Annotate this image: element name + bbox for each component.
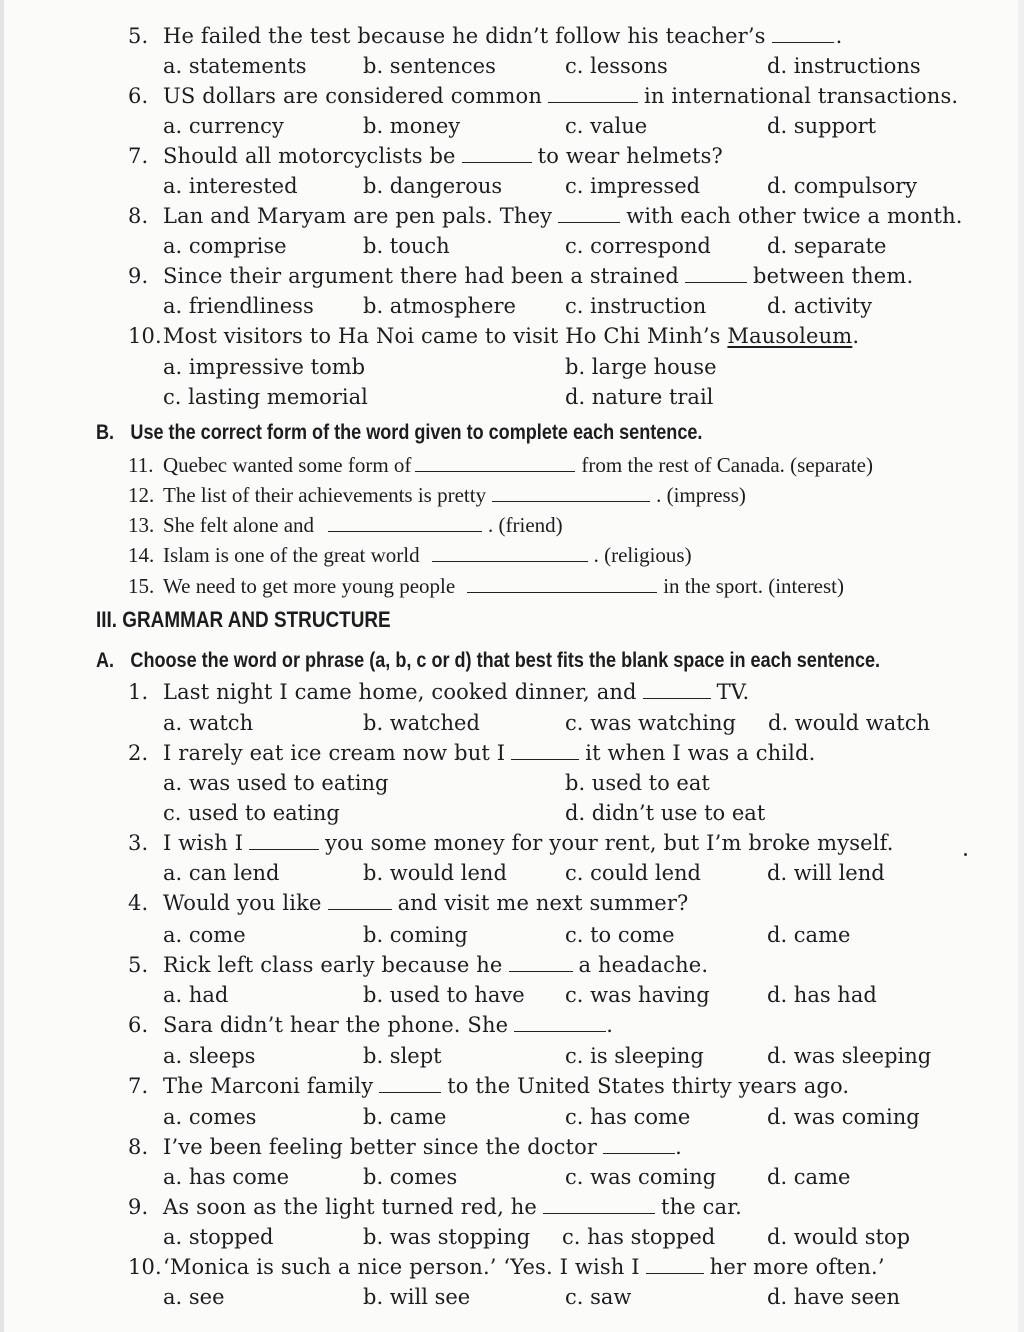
question-text: Rick left class early because he <box>163 953 503 977</box>
option-d[interactable]: d. didn’t use to eat <box>565 801 766 825</box>
options-grammar-4 <box>163 922 983 948</box>
question-vocab-5 <box>128 23 842 49</box>
question-text: I rarely eat ice cream now but I <box>163 741 506 765</box>
option-a[interactable]: a. friendliness <box>163 294 314 318</box>
question-text-end: to wear helmets? <box>537 144 723 168</box>
option-c[interactable]: c. to come <box>565 923 675 947</box>
answer-blank[interactable] <box>548 86 638 103</box>
answer-blank[interactable] <box>558 206 620 223</box>
option-b[interactable]: b. coming <box>363 923 468 947</box>
option-c[interactable]: c. was having <box>565 983 710 1007</box>
question-number: 15. <box>128 574 155 598</box>
section-label: A. <box>96 649 115 672</box>
question-text-end: and visit me next summer? <box>397 891 689 915</box>
option-d[interactable]: d. support <box>767 114 877 138</box>
option-d[interactable]: d. would stop <box>767 1225 911 1249</box>
question-text-end: with each other twice a month. <box>626 204 963 228</box>
options-vocab-8 <box>163 233 983 259</box>
options-vocab-9 <box>163 293 983 319</box>
option-b[interactable]: b. used to have <box>363 983 525 1007</box>
option-d[interactable]: d. separate <box>767 234 887 258</box>
option-c[interactable]: c. was coming <box>565 1165 717 1189</box>
answer-blank[interactable] <box>509 955 573 972</box>
question-text: Lan and Maryam are pen pals. They <box>163 204 553 228</box>
option-a[interactable]: a. statements <box>163 54 307 78</box>
question-number: 6. <box>128 1013 149 1037</box>
question-text-end: . <box>852 324 860 348</box>
option-b[interactable]: b. was stopping <box>363 1225 531 1249</box>
option-b[interactable]: b. used to eat <box>565 771 710 795</box>
question-grammar-2 <box>128 740 815 766</box>
question-vocab-10 <box>128 323 859 349</box>
underlined-word: Mausoleum <box>727 324 853 348</box>
option-b[interactable]: b. dangerous <box>363 174 503 198</box>
word-form-15 <box>128 573 844 599</box>
question-grammar-8 <box>128 1134 682 1160</box>
question-grammar-4 <box>128 890 688 916</box>
option-a[interactable]: a. come <box>163 923 246 947</box>
option-b[interactable]: b. came <box>363 1105 447 1129</box>
option-c[interactable]: c. lessons <box>565 54 668 78</box>
option-a[interactable]: a. currency <box>163 114 284 138</box>
question-text: The list of their achievements is pretty <box>163 483 487 507</box>
options-vocab-5 <box>163 53 983 79</box>
option-c[interactable]: c. saw <box>565 1285 632 1309</box>
word-form-13 <box>128 512 563 538</box>
option-b[interactable]: b. watched <box>363 711 480 735</box>
option-b[interactable]: b. slept <box>363 1044 442 1068</box>
section-title: Choose the word or phrase (a, b, c or d) that best fits the blank space in each sentence. <box>130 649 881 672</box>
answer-blank[interactable] <box>603 1137 675 1154</box>
option-c[interactable]: c. value <box>565 114 648 138</box>
options-grammar-8 <box>163 1164 983 1190</box>
question-text: The Marconi family <box>163 1074 374 1098</box>
option-c[interactable]: c. was watching <box>565 711 736 735</box>
word-form-12 <box>128 482 746 508</box>
section-label: B. <box>96 421 115 444</box>
question-text-end: to the United States thirty years ago. <box>447 1074 850 1098</box>
option-b[interactable]: b. will see <box>363 1285 471 1309</box>
option-b[interactable]: b. comes <box>363 1165 458 1189</box>
answer-blank[interactable] <box>492 485 650 502</box>
question-text-end: . <box>606 1013 614 1037</box>
question-number: 1. <box>128 680 149 704</box>
options-grammar-2-row1 <box>163 770 983 796</box>
question-text: He failed the test because he didn’t follow his teacher’s <box>163 24 766 48</box>
question-text-end: . (impress) <box>656 483 746 507</box>
question-text-end: TV. <box>716 680 750 704</box>
option-b[interactable]: b. money <box>363 114 461 138</box>
question-text-end: her more often.’ <box>709 1255 885 1279</box>
question-text-end: it when I was a child. <box>585 741 816 765</box>
question-text: As soon as the light turned red, he <box>163 1195 537 1219</box>
option-d[interactable]: d. activity <box>767 294 873 318</box>
question-text-end: . <box>675 1135 682 1159</box>
question-text-end: between them. <box>753 264 914 288</box>
option-b[interactable]: b. would lend <box>363 861 507 885</box>
question-number: 5. <box>128 953 149 977</box>
option-d[interactable]: d. came <box>767 1165 851 1189</box>
option-c[interactable]: c. could lend <box>565 861 701 885</box>
question-text: Would you like <box>163 891 322 915</box>
options-grammar-7 <box>163 1104 983 1130</box>
option-a[interactable]: a. can lend <box>163 861 280 885</box>
option-b[interactable]: b. sentences <box>363 54 496 78</box>
answer-blank[interactable] <box>249 833 319 850</box>
option-d[interactable]: d. would watch <box>768 711 930 735</box>
question-number: 12. <box>128 483 155 507</box>
question-grammar-9 <box>128 1194 742 1220</box>
option-c[interactable]: c. used to eating <box>163 801 340 825</box>
option-d[interactable]: d. was sleeping <box>767 1044 932 1068</box>
page-edge-left <box>0 0 4 1332</box>
question-number: 9. <box>128 264 149 288</box>
question-number: 11. <box>128 453 154 477</box>
options-grammar-5 <box>163 982 983 1008</box>
question-text: Since their argument there had been a strained <box>163 264 679 288</box>
option-d[interactable]: d. nature trail <box>565 385 714 409</box>
answer-blank[interactable] <box>772 26 834 43</box>
option-c[interactable]: c. has come <box>565 1105 691 1129</box>
question-text-end: . (religious) <box>593 543 692 567</box>
question-number: 7. <box>128 1074 149 1098</box>
option-a[interactable]: a. impressive tomb <box>163 355 366 379</box>
question-text: ‘Monica is such a nice person.’ ‘Yes. I wish I <box>163 1255 640 1279</box>
page-edge-right <box>1018 0 1024 1332</box>
answer-blank[interactable] <box>379 1076 441 1093</box>
option-d[interactable]: d. have seen <box>767 1285 900 1309</box>
option-a[interactable]: a. watch <box>163 711 254 735</box>
option-a[interactable]: a. comprise <box>163 234 287 258</box>
question-text: Sara didn’t hear the phone. She <box>163 1013 509 1037</box>
option-d[interactable]: d. was coming <box>767 1105 920 1129</box>
question-number: 7. <box>128 144 149 168</box>
options-vocab-10-row2 <box>163 384 983 410</box>
options-grammar-9 <box>163 1224 983 1250</box>
option-a[interactable]: a. comes <box>163 1105 257 1129</box>
option-b[interactable]: b. touch <box>363 234 450 258</box>
question-grammar-3 <box>128 830 894 856</box>
options-grammar-6 <box>163 1043 983 1069</box>
question-text-end: you some money for your rent, but I’m broke myself. <box>325 831 894 855</box>
answer-blank[interactable] <box>328 515 482 532</box>
question-vocab-8 <box>128 203 963 229</box>
answer-blank[interactable] <box>685 266 747 283</box>
question-vocab-6 <box>128 83 958 109</box>
question-grammar-7 <box>128 1073 849 1099</box>
options-grammar-10 <box>163 1284 983 1310</box>
question-number: 10. <box>128 324 162 348</box>
question-text-end: . <box>835 24 843 48</box>
option-a[interactable]: a. see <box>163 1285 225 1309</box>
options-vocab-10-row1 <box>163 354 983 380</box>
question-number: 8. <box>128 1135 149 1159</box>
option-c[interactable]: c. is sleeping <box>565 1044 704 1068</box>
question-number: 10. <box>128 1255 162 1279</box>
option-a[interactable]: a. sleeps <box>163 1044 256 1068</box>
question-number: 8. <box>128 204 149 228</box>
question-text: Islam is one of the great world <box>163 543 420 567</box>
word-form-11 <box>128 452 873 478</box>
question-text: US dollars are considered common <box>163 84 543 108</box>
options-grammar-3 <box>163 860 983 886</box>
answer-blank[interactable] <box>415 455 575 472</box>
section-title: Use the correct form of the word given to complete each sentence. <box>130 421 703 444</box>
option-c[interactable]: c. lasting memorial <box>163 385 368 409</box>
option-d[interactable]: d. has had <box>767 983 877 1007</box>
answer-blank[interactable] <box>643 682 711 699</box>
answer-blank[interactable] <box>646 1257 704 1274</box>
answer-blank[interactable] <box>514 1015 606 1032</box>
options-grammar-2-row2 <box>163 800 983 826</box>
question-text: I wish I <box>163 831 244 855</box>
options-grammar-1 <box>163 710 983 736</box>
answer-blank[interactable] <box>462 146 532 163</box>
option-c[interactable]: c. has stopped <box>562 1225 716 1249</box>
question-number: 13. <box>128 513 155 537</box>
question-text-end: a headache. <box>578 953 709 977</box>
question-number: 6. <box>128 84 149 108</box>
section-a-heading <box>96 648 880 674</box>
section-iii-heading: III. GRAMMAR AND STRUCTURE <box>96 607 391 632</box>
question-number: 9. <box>128 1195 149 1219</box>
option-c[interactable]: c. impressed <box>565 174 701 198</box>
question-text-end: the car. <box>660 1195 742 1219</box>
question-number: 4. <box>128 891 149 915</box>
question-text-end: from the rest of Canada. (separate) <box>581 453 873 477</box>
option-d[interactable]: d. will lend <box>767 861 885 885</box>
question-vocab-9 <box>128 263 913 289</box>
question-grammar-5 <box>128 952 708 978</box>
question-grammar-10 <box>128 1254 885 1280</box>
option-d[interactable]: d. came <box>767 923 851 947</box>
question-vocab-7 <box>128 143 723 169</box>
answer-blank[interactable] <box>511 743 579 760</box>
option-b[interactable]: b. large house <box>565 355 717 379</box>
option-c[interactable]: c. correspond <box>565 234 711 258</box>
section-b-heading <box>96 420 702 446</box>
options-vocab-7 <box>163 173 983 199</box>
answer-blank[interactable] <box>467 576 657 593</box>
option-a[interactable]: a. stopped <box>163 1225 274 1249</box>
question-text-end: in international transactions. <box>644 84 959 108</box>
option-a[interactable]: a. was used to eating <box>163 771 389 795</box>
question-text: She felt alone and <box>163 513 315 537</box>
option-d[interactable]: d. compulsory <box>767 174 918 198</box>
question-text: We need to get more young people <box>163 574 456 598</box>
question-text: Quebec wanted some form of <box>163 453 412 477</box>
question-text: Should all motorcyclists be <box>163 144 456 168</box>
answer-blank[interactable] <box>432 545 588 562</box>
stray-mark <box>964 853 967 856</box>
option-d[interactable]: d. instructions <box>767 54 921 78</box>
question-number: 14. <box>128 543 155 567</box>
question-number: 5. <box>128 24 149 48</box>
question-text: I’ve been feeling better since the doctor <box>163 1135 598 1159</box>
option-a[interactable]: a. had <box>163 983 229 1007</box>
question-text-end: . (friend) <box>488 513 563 537</box>
options-vocab-6 <box>163 113 983 139</box>
answer-blank[interactable] <box>328 893 392 910</box>
question-grammar-6 <box>128 1012 613 1038</box>
question-grammar-1 <box>128 679 749 705</box>
question-text-end: in the sport. (interest) <box>663 574 845 598</box>
option-a[interactable]: a. interested <box>163 174 298 198</box>
question-number: 2. <box>128 741 149 765</box>
question-number: 3. <box>128 831 149 855</box>
option-c[interactable]: c. instruction <box>565 294 707 318</box>
answer-blank[interactable] <box>543 1197 655 1214</box>
question-text: Last night I came home, cooked dinner, and <box>163 680 637 704</box>
option-a[interactable]: a. has come <box>163 1165 290 1189</box>
option-b[interactable]: b. atmosphere <box>363 294 516 318</box>
word-form-14 <box>128 542 692 568</box>
question-text: Most visitors to Ha Noi came to visit Ho Chi Minh’s <box>163 324 721 348</box>
